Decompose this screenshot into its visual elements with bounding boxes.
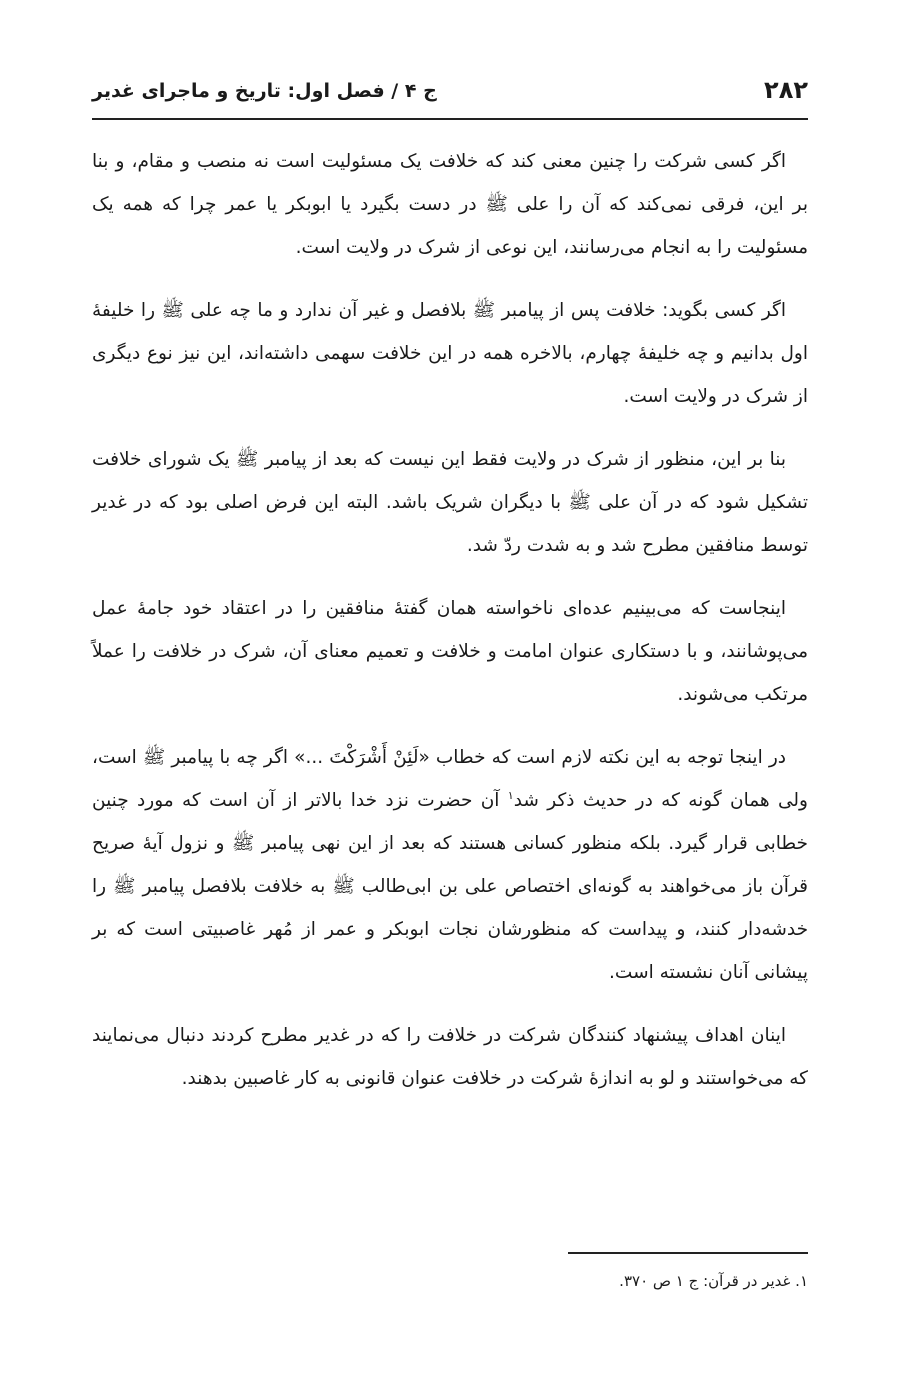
footnote-divider (568, 1252, 808, 1254)
paragraph-2 (92, 289, 808, 418)
paragraph-5-text-b: آن حضرت نزد خدا بالاتر از آن است که مورد چنین خطابی قرار گیرد. بلکه منظور کسانی هستند که بعد از این نهی پیامبر ﷺ و نزول آیهٔ صریح قرآن باز می‌خواهند به گونه‌ای اختصاص علی بن ابی‌طالب ﷺ به خلافت بلافصل پیامبر ﷺ را خدشه‌دار کنند، و پیداست که منظورشان نجات ابوبکر و عمر از مُهر غاصبیتی است که بر پیشانی آنان نشسته است. (92, 790, 808, 983)
paragraph-5 (92, 736, 808, 994)
page-number: ۲۸۲ (764, 76, 808, 104)
book-page (92, 0, 808, 1390)
paragraph-6 (92, 1014, 808, 1100)
paragraph-3 (92, 438, 808, 567)
chapter-title: ج ۴ / فصل اول: تاریخ و ماجرای غدیر (92, 80, 437, 102)
footnote-marker[interactable]: ۱ (507, 788, 514, 802)
paragraph-4-text: اینجاست که می‌بینیم عده‌ای ناخواسته همان گفتهٔ منافقین را در اعتقاد خود جامهٔ عمل می‌پوشانند، و با دستکاری عنوان امامت و خلافت و تعمیم معنای آن، شرک در خلافت را عملاً مرتکب می‌شوند. (92, 598, 808, 705)
paragraph-2-text: اگر کسی بگوید: خلافت پس از پیامبر ﷺ بلافصل و غیر آن ندارد و ما چه علی ﷺ را خلیفهٔ اول بدانیم و چه خلیفهٔ چهارم، بالاخره همه در این خلافت سهمی داشته‌اند، این نیز نوع دیگری از شرک در ولایت است. (92, 300, 808, 407)
body-text (92, 140, 808, 1120)
footnote: ۱. غدیر در قرآن: ج ۱ ص ۳۷۰. (619, 1272, 808, 1290)
paragraph-1-text: اگر کسی شرکت را چنین معنی کند که خلافت یک مسئولیت است نه منصب و مقام، و بنا بر این، فرقی نمی‌کند که آن را علی ﷺ در دست بگیرد یا ابوبکر یا عمر چرا که همه یک مسئولیت را به انجام می‌رسانند، این نوعی از شرک در ولایت است. (92, 151, 808, 258)
paragraph-3-text: بنا بر این، منظور از شرک در ولایت فقط این نیست که بعد از پیامبر ﷺ یک شورای خلافت تشکیل شود که در آن علی ﷺ با دیگران شریک باشد. البته این فرض اصلی بود که در غدیر توسط منافقین مطرح شد و به شدت ردّ شد. (92, 449, 808, 556)
paragraph-5-text-a: در اینجا توجه به این نکته لازم است که خطاب «لَئِنْ أَشْرَکْتَ ...» اگر چه با پیامبر ﷺ است، ولی همان گونه که در حدیث ذکر شد (92, 747, 808, 811)
paragraph-6-text: اینان اهداف پیشنهاد کنندگان شرکت در خلافت را که در غدیر مطرح کردند دنبال می‌نمایند که می‌خواستند و لو به اندازهٔ شرکت در خلافت عنوان قانونی به کار غاصبین بدهند. (92, 1025, 808, 1089)
paragraph-4 (92, 587, 808, 716)
paragraph-1 (92, 140, 808, 269)
running-header (92, 66, 808, 120)
